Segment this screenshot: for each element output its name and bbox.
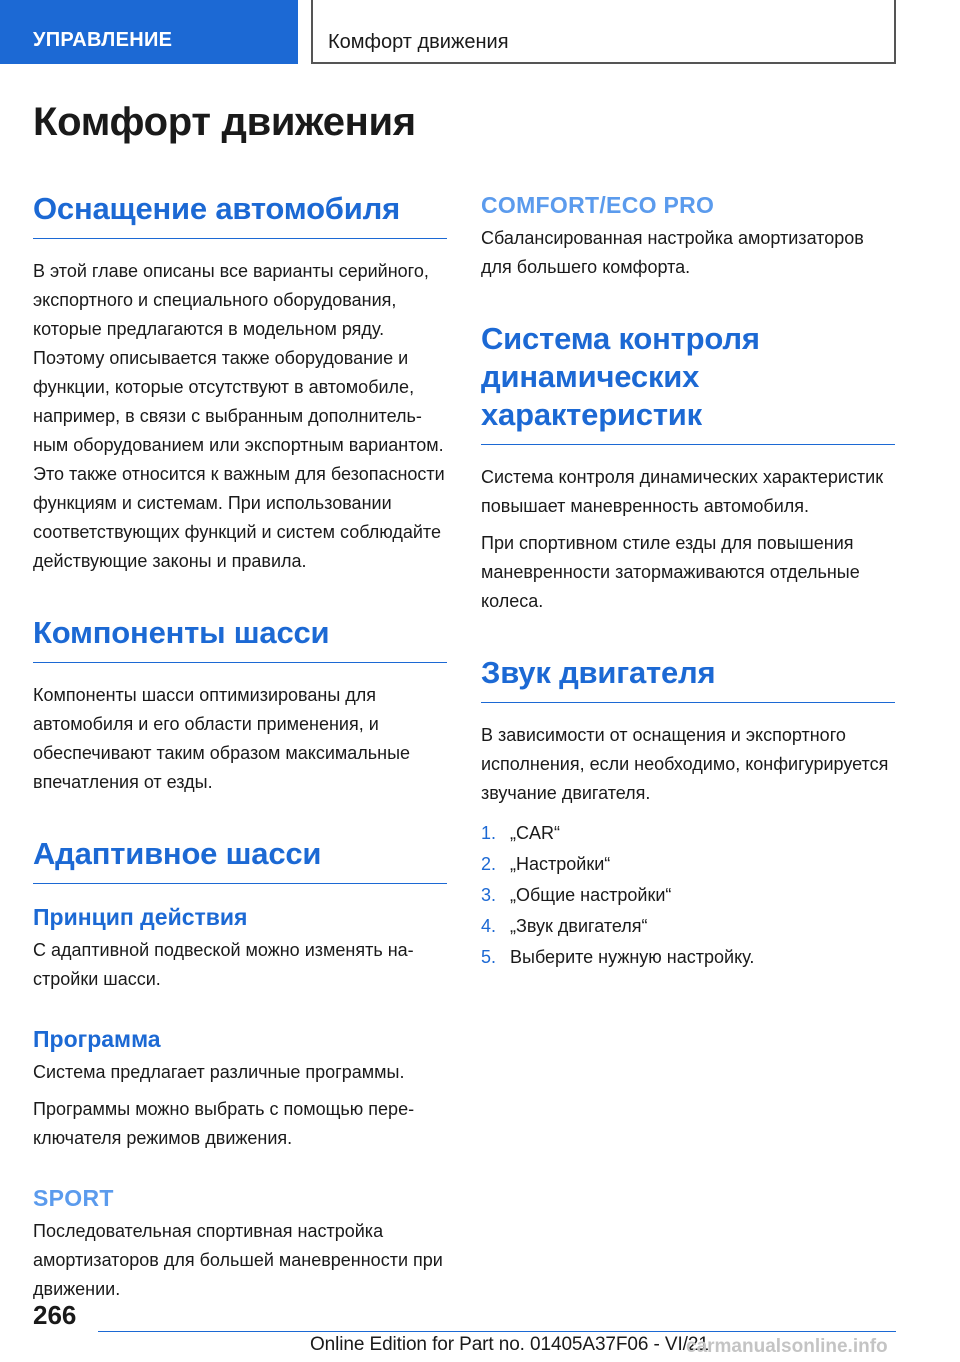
- sport-text: Последовательная спортивная настройка амортизаторов для большей маневренности при движении.: [33, 1221, 443, 1299]
- list-item: [481, 942, 895, 973]
- step-number: 3.: [481, 885, 497, 905]
- step-number: 2.: [481, 854, 497, 874]
- program-text-2: Программы можно выбрать с помощью переключателя режимов движения.: [33, 1099, 415, 1148]
- step-text: Выберите нужную настройку.: [510, 947, 755, 967]
- header-chapter-title: Комфорт движения: [311, 0, 896, 64]
- engine-sound-heading: Звук двигателя: [481, 654, 895, 703]
- list-item: [481, 818, 895, 849]
- dynamics-heading: Система контроля динамических характеристик: [481, 320, 895, 445]
- list-item: [481, 880, 895, 911]
- left-column: [33, 190, 447, 1312]
- principle-heading: Принцип действия: [33, 904, 248, 930]
- step-text: „Настройки“: [510, 854, 611, 874]
- sport-heading: SPORT: [33, 1185, 114, 1211]
- footer-edition: Online Edition for Part no. 01405A37F06 - VI/21: [310, 1334, 709, 1355]
- equipment-text: В этой главе описаны все варианты серийного, экспортного и специального оборудования, которые предлагаются в модельном ряду. Поэтому описывается также оборудование и функции, которые отсутствуют в автомобиле, например, в связи с выбранным дополнительным оборудованием или экспортным вариантом. Это также относится к важным для безопасности функциям и системам. При использовании соответствующих функций и систем соблюдайте действующие законы и правила.: [33, 261, 445, 571]
- comfort-text: Сбалансированная настройка амортизаторов для большего комфорта.: [481, 228, 864, 277]
- watermark: carmanualsonline.info: [686, 1336, 888, 1357]
- page-title: Комфорт движения: [33, 100, 416, 144]
- steps-list: [481, 818, 895, 973]
- chassis-heading: Компоненты шасси: [33, 614, 447, 663]
- step-number: 1.: [481, 823, 497, 843]
- list-item: [481, 849, 895, 880]
- right-column: [481, 190, 895, 973]
- header-section-tab: УПРАВЛЕНИЕ: [0, 0, 298, 64]
- adaptive-chassis-heading: Адаптивное шасси: [33, 835, 447, 884]
- comfort-heading: COMFORT/ECO PRO: [481, 192, 715, 218]
- program-text-1: Система предлагает различные программы.: [33, 1062, 405, 1082]
- engine-sound-text: В зависимости от оснащения и экспортного исполнения, если необходимо, конфигурируется звучание двигателя.: [481, 725, 889, 803]
- footer-divider: [98, 1331, 896, 1332]
- dynamics-text-2: При спортивном стиле езды для повышения маневренности затормаживаются отдельные колеса.: [481, 533, 860, 611]
- step-text: „Общие настройки“: [510, 885, 672, 905]
- equipment-heading: Оснащение автомобиля: [33, 190, 447, 239]
- principle-text: С адаптивной подвеской можно изменять настройки шасси.: [33, 940, 414, 989]
- program-heading: Программа: [33, 1026, 161, 1052]
- step-number: 5.: [481, 947, 497, 967]
- step-number: 4.: [481, 916, 497, 936]
- list-item: [481, 911, 895, 942]
- page-number: 266: [33, 1300, 77, 1330]
- chassis-text: Компоненты шасси оптимизированы для автомобиля и его области применения, и обеспечивают таким образом максимальные впечатления от езды.: [33, 685, 411, 792]
- step-text: „Звук двигателя“: [510, 916, 648, 936]
- step-text: „CAR“: [510, 823, 560, 843]
- dynamics-text-1: Система контроля динамических характеристик повышает маневренность автомобиля.: [481, 467, 884, 516]
